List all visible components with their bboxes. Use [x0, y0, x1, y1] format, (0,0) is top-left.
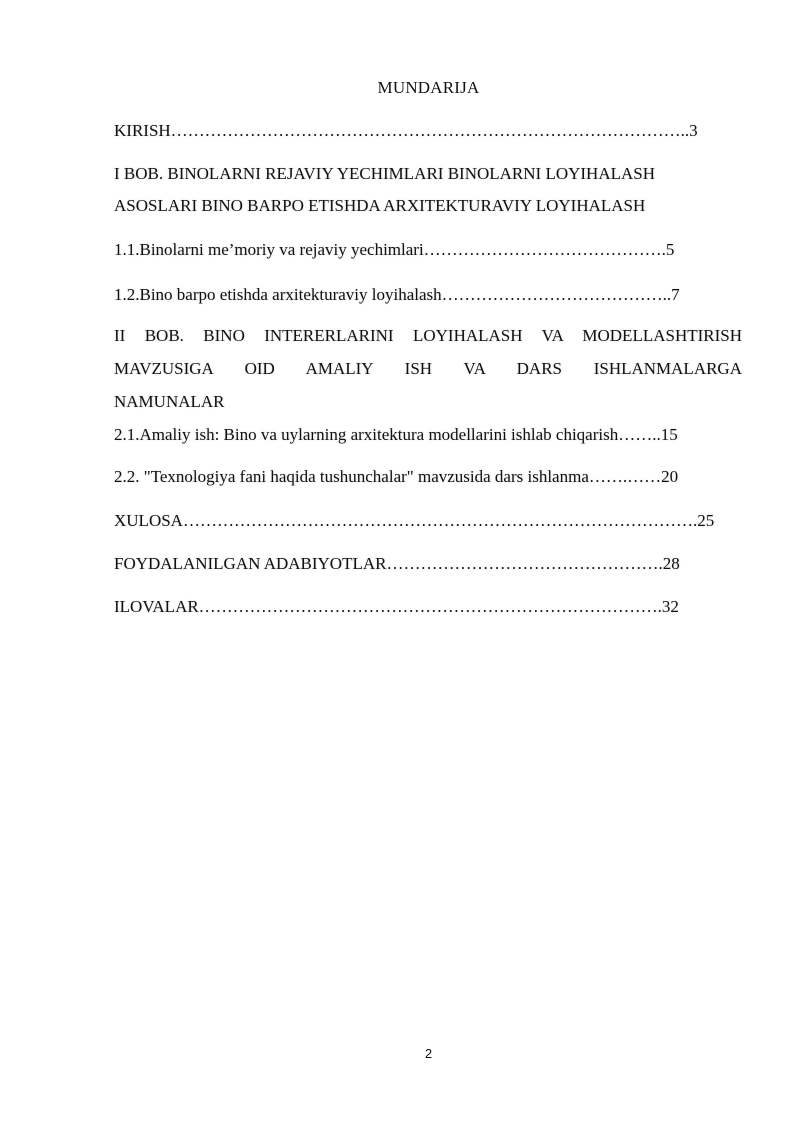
toc-entry-xulosa: XULOSA……………………………………………………………………………….25: [114, 511, 715, 530]
toc-entry-section-2-1: 2.1.Amaliy ish: Bino va uylarning arxitektura modellarini ishlab chiqarish……..15: [114, 425, 678, 444]
toc-entry-chapter-1-line-1: I BOB. BINOLARNI REJAVIY YECHIMLARI BINOLARNI LOYIHALASH: [114, 164, 655, 183]
toc-entry-chapter-2-line-1: II BOB. BINO INTERERLARINI LOYIHALASH VA MODELLASHTIRISH: [114, 326, 742, 345]
toc-entry-section-1-1: 1.1.Binolarni me’moriy va rejaviy yechimlari…………………………………….5: [114, 240, 675, 259]
page-number: 2: [424, 1046, 433, 1061]
toc-entry-section-1-2: 1.2.Bino barpo etishda arxitekturaviy loyihalash…………………………………..7: [114, 285, 680, 304]
toc-entry-chapter-2-line-2: MAVZUSIGA OID AMALIY ISH VA DARS ISHLANMALARGA: [114, 359, 742, 378]
toc-entry-chapter-2-line-3: NAMUNALAR: [114, 392, 225, 411]
toc-entry-kirish: KIRISH………………………………………………………………………………..3: [114, 121, 698, 140]
toc-entry-adabiyotlar: FOYDALANILGAN ADABIYOTLAR………………………………………….28: [114, 554, 680, 573]
toc-entry-chapter-1-line-2: ASOSLARI BINO BARPO ETISHDA ARXITEKTURAVIY LOYIHALASH: [114, 196, 646, 215]
toc-entry-section-2-2: 2.2. "Texnologiya fani haqida tushunchalar" mavzusida dars ishlanma…….……20: [114, 467, 679, 486]
toc-entry-ilovalar: ILOVALAR……………………………………………………………………….32: [114, 597, 679, 616]
page-title: MUNDARIJA: [377, 78, 480, 97]
